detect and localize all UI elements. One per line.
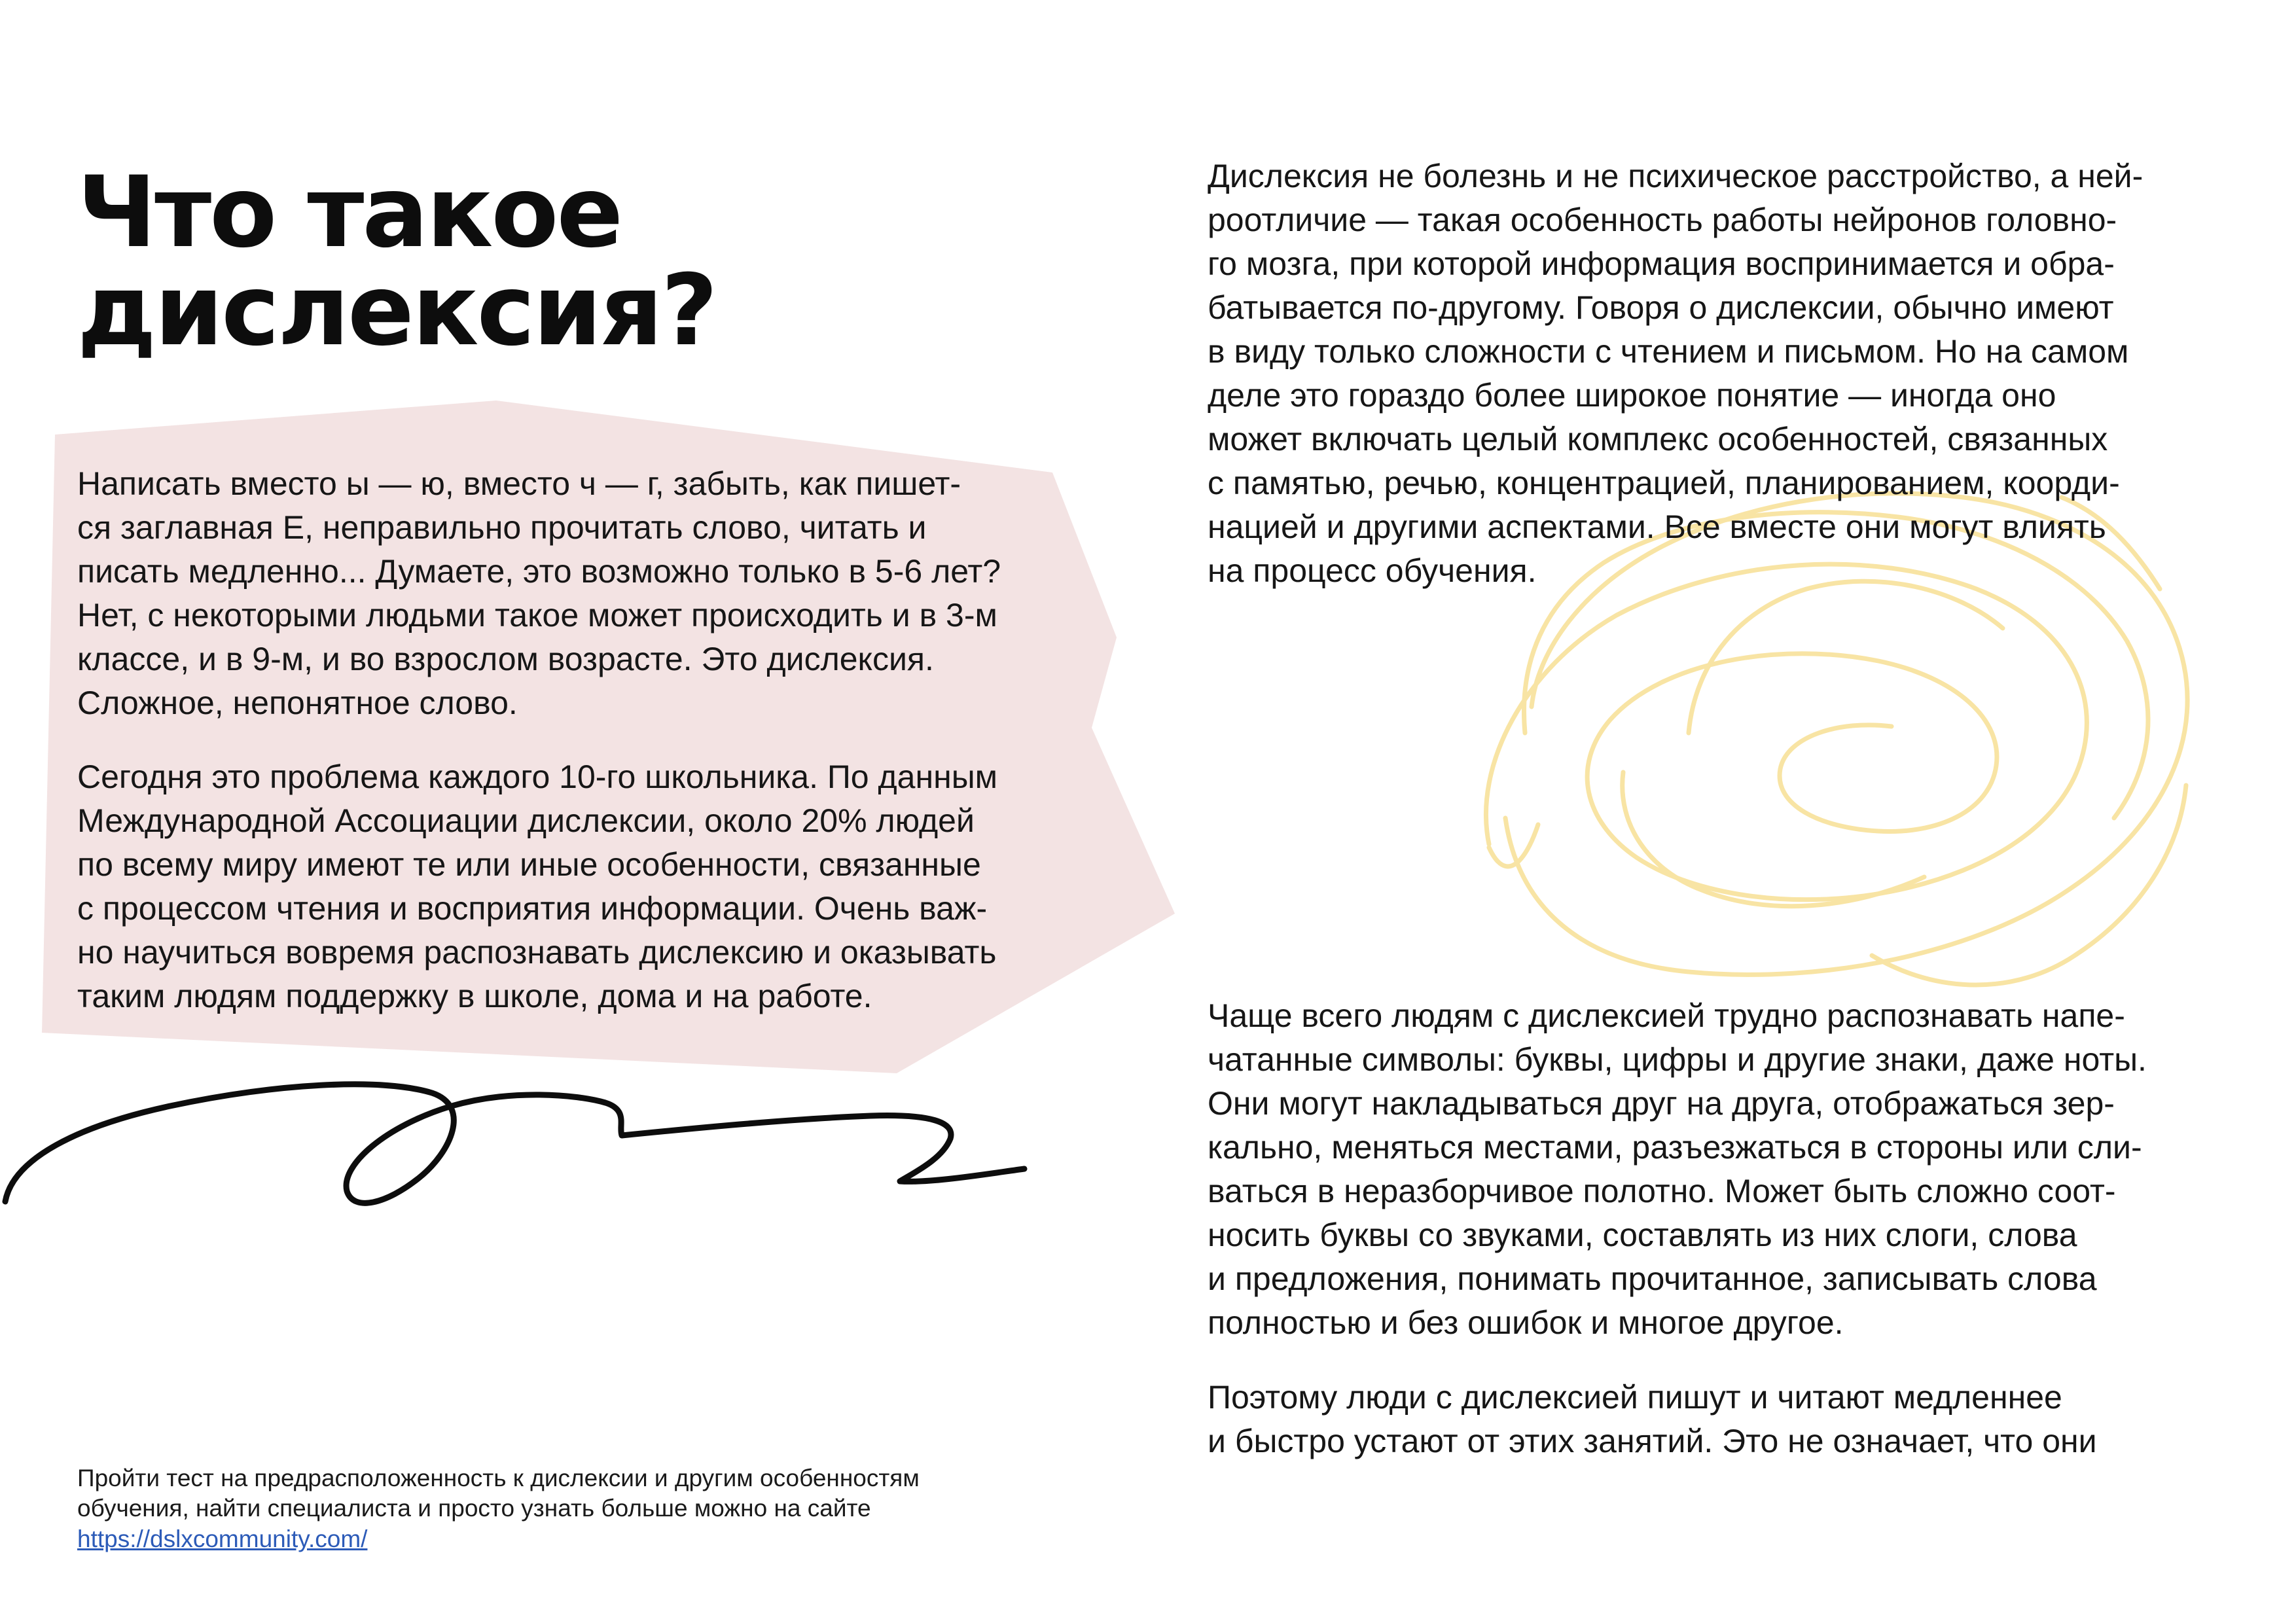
left-paragraph-1: Написать вместо ы — ю, вместо ч — г, забыть, как пишет- ся заглавная Е, неправильно прочитать слово, читать и писать медленно... Думаете, это возможно только в 5-6 лет? Нет, с некоторыми людьми такое может происходить и в 3-м классе, и в 9-м, и во взрослом возрасте. Это дислексия. Сложное, непонятное слово. — [77, 465, 1001, 721]
page-title — [77, 156, 716, 368]
right-paragraph-3: Поэтому люди с дислексией пишут и читают медленнее и быстро устают от этих занятий. Это не означает, что они — [1208, 1379, 2097, 1459]
black-squiggle — [5, 1084, 1024, 1203]
website-link[interactable]: https://dslxcommunity.com/ — [77, 1525, 368, 1552]
left-paragraph-2: Сегодня это проблема каждого 10-го школьника. По данным Международной Ассоциации дислексии, около 20% людей по всему миру имеют те или иные особенности, связанные с процессом чтения и восприятия информации. Очень важ- но научиться вовремя распознавать дислексию и оказывать таким людям поддержку в школе, дома и на работе. — [77, 758, 998, 1014]
footnote-text: Пройти тест на предрасположенность к дислексии и другим особенностям обучения, найти специалиста и просто узнать больше можно на сайте — [77, 1465, 920, 1522]
right-paragraph-2: Чаще всего людям с дислексией трудно распознавать напе- чатанные символы: буквы, цифры и другие знаки, даже ноты. Они могут накладываться друг на друга, отображаться зер- кально, меняться местами, разъезжаться в стороны или сли- ваться в неразборчивое полотно. Может быть сложно соот- носить буквы со звуками, составлять из них слоги, слова и предложения, понимать прочитанное, записывать слова полностью и без ошибок и многое другое. — [1208, 997, 2147, 1341]
page-title-line-2: дислексия? — [77, 254, 716, 368]
right-paragraph-1: Дислексия не болезнь и не психическое расстройство, а ней- роотличие — такая особенность работы нейронов головно- го мозга, при которой информация воспринимается и обра- батывается по-другому. Говоря о дислексии, обычно имеют в виду только сложности с чтением и письмом. Но на самом деле это гораздо более широкое понятие — иногда оно может включать целый комплекс особенностей, связанных с памятью, речью, концентрацией, планированием, коорди- нацией и другими аспектами. Все вместе они могут влиять на процесс обучения. — [1208, 158, 2144, 589]
page-title-line-1: Что такое — [77, 156, 622, 270]
